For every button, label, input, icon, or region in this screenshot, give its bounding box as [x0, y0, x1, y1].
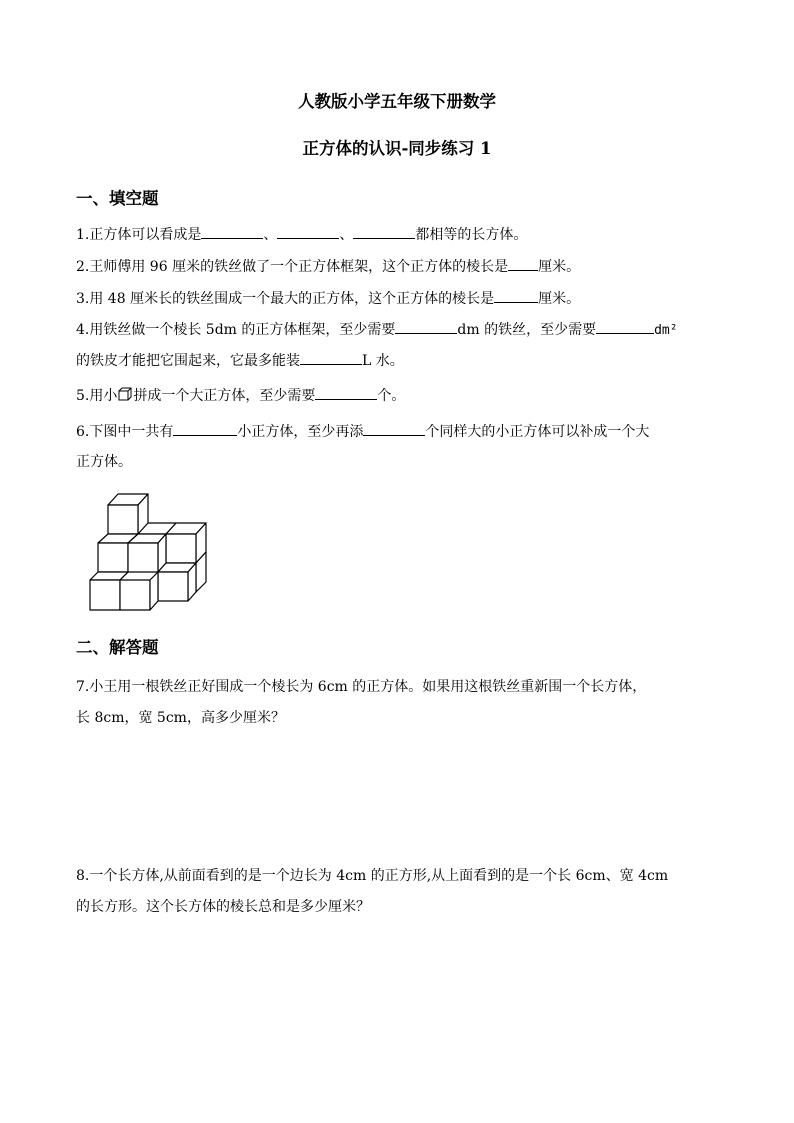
answer-blank[interactable]	[363, 420, 425, 436]
section-heading-fill-blank: 一、填空题	[76, 189, 159, 208]
answer-blank[interactable]	[353, 223, 415, 239]
question-5: 5.用小 拼成一个大正方体，至少需要 个。	[76, 384, 405, 406]
answer-blank[interactable]	[173, 420, 237, 436]
answer-blank[interactable]	[300, 349, 362, 365]
document-subtitle: 正方体的认识-同步练习 1	[302, 139, 492, 158]
answer-blank[interactable]	[395, 318, 457, 334]
question-8: 8.一个长方体,从前面看到的是一个边长为 4cm 的正方形,从上面看到的是一个长 6cm、宽 4cm	[76, 868, 669, 884]
question-7: 7.小王用一根铁丝正好围成一个棱长为 6cm 的正方体。如果用这根铁丝重新围一个长方体，	[76, 679, 647, 695]
question-8-line-2: 的长方形。这个长方体的棱长总和是多少厘米？	[76, 899, 370, 915]
question-1: 1.正方体可以看成是 、 、 都相等的长方体。	[76, 223, 527, 245]
answer-blank[interactable]	[315, 384, 377, 400]
question-3: 3.用 48 厘米长的铁丝围成一个最大的正方体，这个正方体的棱长是 厘米。	[76, 287, 580, 309]
document-title: 人教版小学五年级下册数学	[298, 92, 496, 111]
question-6: 6.下图中一共有 小正方体，至少再添 个同样大的小正方体可以补成一个大	[76, 420, 649, 442]
question-4: 4.用铁丝做一个棱长 5dm 的正方体框架，至少需要 dm 的铁丝，至少需要 dm²	[76, 318, 678, 341]
answer-blank[interactable]	[494, 287, 538, 303]
answer-blank[interactable]	[596, 318, 654, 334]
stacked-cubes-figure	[86, 490, 216, 615]
question-2: 2.王师傅用 96 厘米的铁丝做了一个正方体框架，这个正方体的棱长是 厘米。	[76, 255, 580, 277]
answer-blank[interactable]	[201, 223, 263, 239]
answer-blank[interactable]	[508, 255, 538, 271]
section-heading-answer: 二、解答题	[76, 638, 159, 657]
answer-blank[interactable]	[277, 223, 339, 239]
question-7-line-2: 长 8cm，宽 5cm，高多少厘米？	[76, 710, 285, 726]
question-4-line-2: 的铁皮才能把它围起来，它最多能装 L 水。	[76, 349, 404, 371]
question-6-line-2: 正方体。	[76, 454, 132, 470]
cube-icon	[117, 386, 133, 402]
